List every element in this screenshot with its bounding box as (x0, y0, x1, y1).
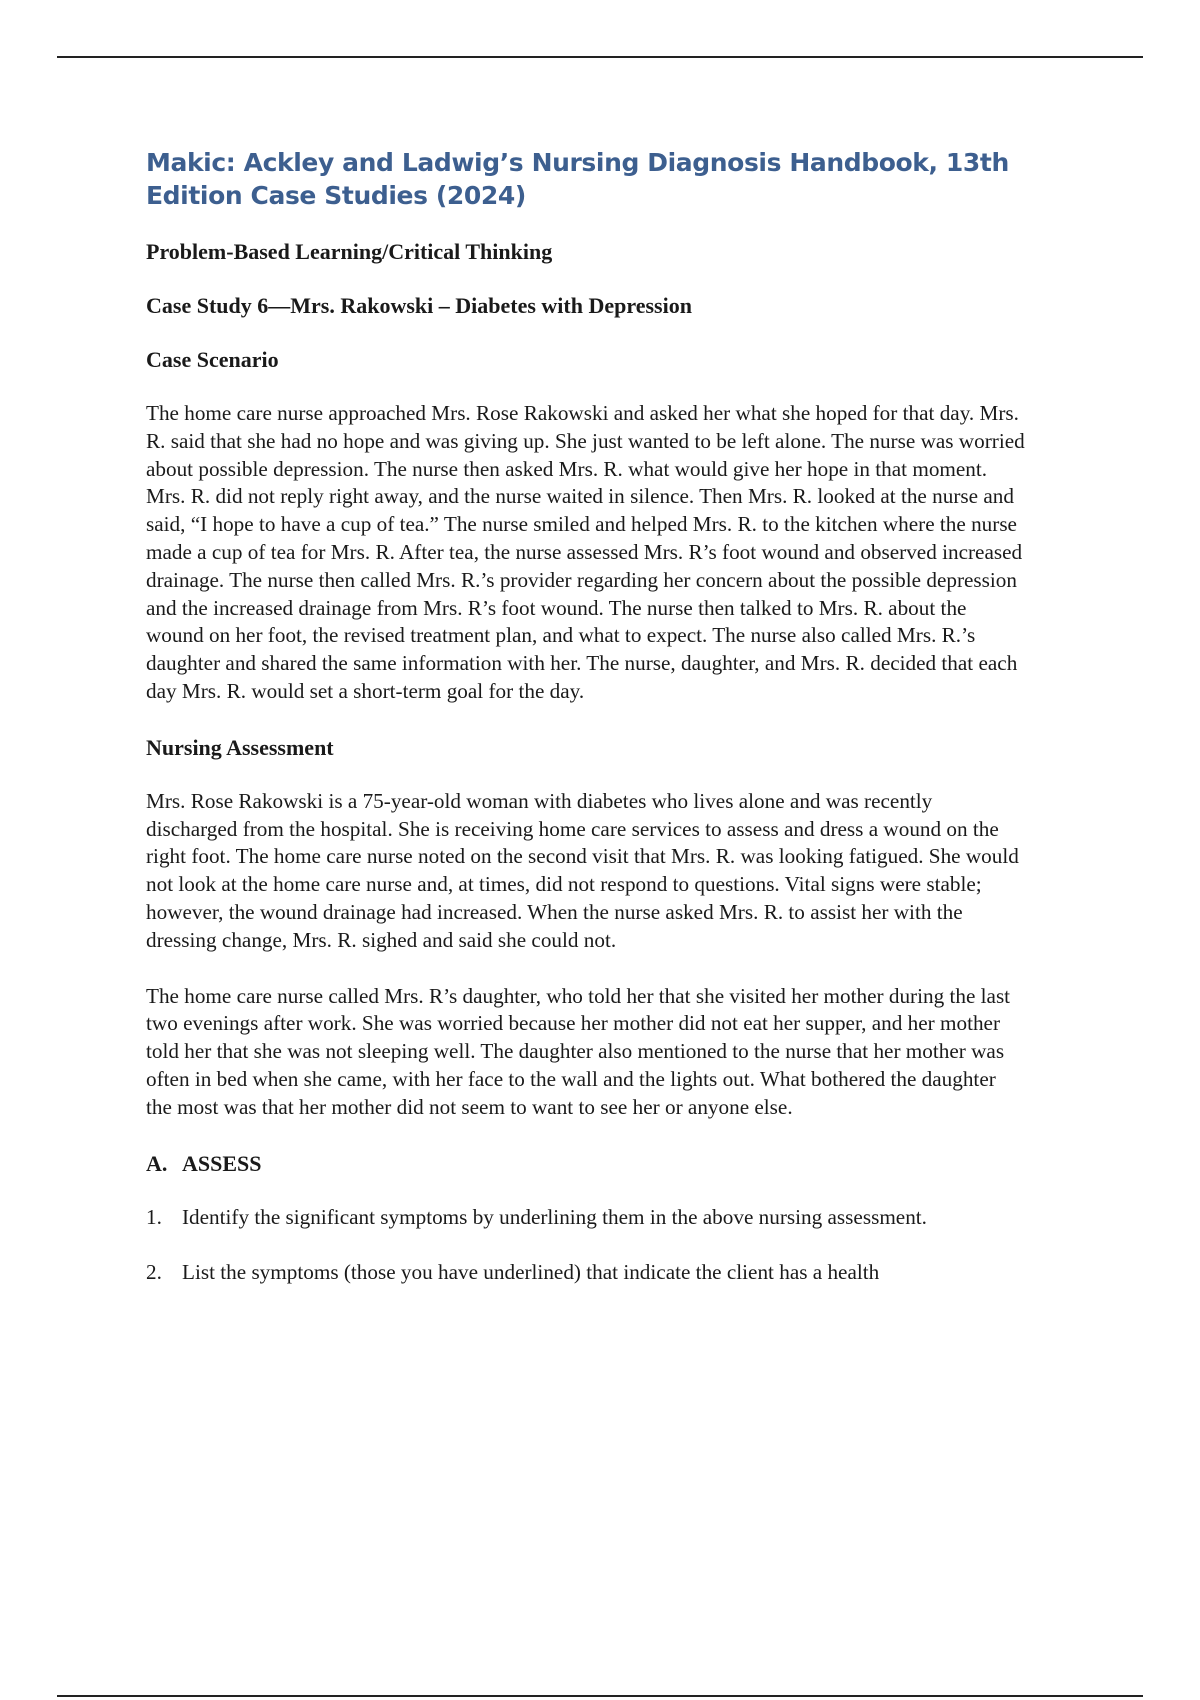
document-title: Makic: Ackley and Ladwig’s Nursing Diagnosis Handbook, 13th Edition Case Studies (2024) (146, 148, 1009, 210)
subtitle-heading: Problem-Based Learning/Critical Thinking (146, 239, 553, 264)
assessment-paragraph-1: Mrs. Rose Rakowski is a 75-year-old woman with diabetes who lives alone and was recently discharged from the hospital. She is receiving home care services to assess and dress a wound on the right foot. The home care nurse noted on the second visit that Mrs. R. was looking fatigued. She would not look at the home care nurse and, at times, did not respond to questions. Vital signs were stable; however, the wound drainage had increased. When the nurse asked Mrs. R. to assist her with the dressing change, Mrs. R. sighed and said she could not. (146, 788, 1019, 952)
question-item (146, 1259, 1026, 1287)
question-text: Identify the significant symptoms by underlining them in the above nursing assessment. (182, 1204, 927, 1229)
section-a-letter: A. (146, 1150, 168, 1176)
case-study-heading: Case Study 6—Mrs. Rakowski – Diabetes with Depression (146, 293, 692, 318)
case-scenario-heading: Case Scenario (146, 347, 279, 372)
document-body (146, 146, 1026, 1315)
top-rule (57, 56, 1143, 58)
question-item (146, 1204, 1026, 1232)
section-a-label: ASSESS (182, 1150, 262, 1176)
bottom-rule (57, 1695, 1143, 1697)
assessment-paragraph-2: The home care nurse called Mrs. R’s daughter, who told her that she visited her mother during the last two evenings after work. She was worried because her mother did not eat her supper, and her mother told her that she was not sleeping well. The daughter also mentioned to the nurse that her mother was often in bed when she came, with her face to the wall and the lights out. What bothered the daughter the most was that her mother did not seem to want to see her or anyone else. (146, 983, 1011, 1119)
question-text: List the symptoms (those you have underlined) that indicate the client has a health (182, 1260, 880, 1285)
question-number: 2. (146, 1260, 162, 1285)
case-scenario-paragraph: The home care nurse approached Mrs. Rose Rakowski and asked her what she hoped for that day. Mrs. R. said that she had no hope and was giving up. She just wanted to be left alone. The nurse was worried about possible depression. The nurse then asked Mrs. R. what would give her hope in that moment. Mrs. R. did not reply right away, and the nurse waited in silence. Then Mrs. R. looked at the nurse and said, “I hope to have a cup of tea.” The nurse smiled and helped Mrs. R. to the kitchen where the nurse made a cup of tea for Mrs. R. After tea, the nurse assessed Mrs. R’s foot wound and observed increased drainage. The nurse then called Mrs. R.’s provider regarding her concern about the possible depression and the increased drainage from Mrs. R’s foot wound. The nurse then talked to Mrs. R. about the wound on her foot, the revised treatment plan, and what to expect. The nurse also called Mrs. R.’s daughter and shared the same information with her. The nurse, daughter, and Mrs. R. decided that each day Mrs. R. would set a short-term goal for the day. (146, 401, 1025, 703)
question-number: 1. (146, 1204, 162, 1229)
nursing-assessment-heading: Nursing Assessment (146, 734, 334, 760)
section-a-heading (146, 1150, 1026, 1178)
